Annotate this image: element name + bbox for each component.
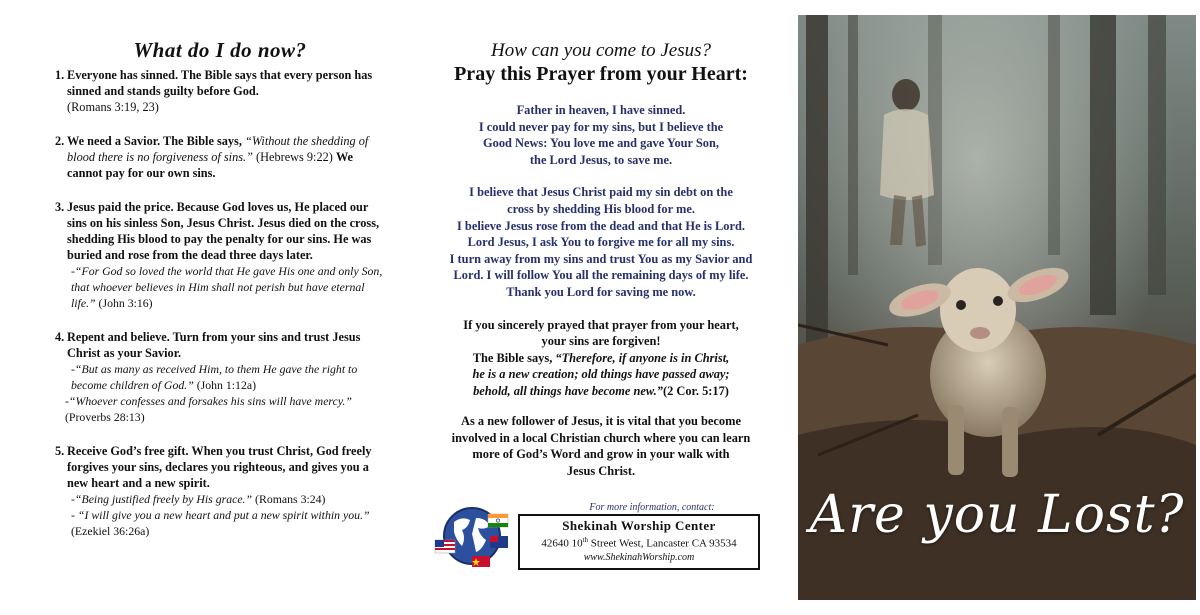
- church-website[interactable]: www.ShekinahWorship.com: [583, 551, 695, 563]
- prayer-column: [425, 40, 777, 493]
- church-address: 42640 10th Street West, Lancaster CA 93534: [541, 536, 737, 550]
- list-item: 1. Everyone has sinned. The Bible says that every person has sinned and stands guilty before God. (Romans 3:19, 23): [55, 68, 373, 114]
- contact-label: For more information, contact:: [589, 502, 715, 513]
- church-name: Shekinah Worship Center: [562, 518, 716, 533]
- church-text: As a new follower of Jesus, it is vital that you become involved in a local Christian church where you can learn more of God’s Word and grow in your walk with Jesus Christ.: [451, 414, 751, 478]
- column-title: What do I do now?: [133, 38, 307, 62]
- list-item: 3. Jesus paid the price. Because God loves us, He placed our sins on his sinless Son, Jesus Christ. Jesus died on the cross, shedding His blood to pay the penalty for our sins. He was buried and rose from the dead three days later. -“For God so loved the world that He gave His one and only Son, that whoever believes in Him shall not perish but have eternal life.” (John 3:16): [55, 200, 383, 310]
- contact-block: [432, 498, 772, 574]
- list-item: 2. We need a Savior. The Bible says, “Without the shedding of blood there is no forgiveness of sins.” (Hebrews 9:22) We cannot pay for our own sins.: [55, 134, 369, 180]
- list-item: 5. Receive God’s free gift. When you trust Christ, God freely forgives your sins, declares you righteous, and gives you a new heart and a new spirit. -“Being justified freely by His grace.” (Romans 3:24) - “I will give you a new heart and put a new spirit within you.” (Ezekiel 36:26a): [55, 444, 372, 538]
- contact-box: [518, 514, 760, 570]
- globe-flags-logo: [432, 500, 512, 572]
- prayer-heading: Pray this Prayer from your Heart:: [454, 63, 748, 85]
- prayer-text: Father in heaven, I have sinned. I could never pay for my sins, but I believe the Good News: You love me and gave Your Son, the Lord Jesus, to save me. I believe that Jesus Christ paid my sin debt on the cross by shedding His blood for me. I believe Jesus rose from the dead and that He is Lord. Lord Jesus, I ask You to forgive me for all my sins. I turn away from my sins and trust You as my Savior and Lord. I will follow You all the remaining days of my life. Thank you Lord for saving me now.: [449, 103, 753, 299]
- forgiven-text: If you sincerely prayed that prayer from your heart, your sins are forgiven! The Bible says, “Therefore, if anyone is in Christ, he is a new creation; old things have passed away; behold, all things have become new.”(2 Cor. 5:17): [463, 317, 739, 398]
- question-heading: How can you come to Jesus?: [490, 40, 712, 61]
- what-do-i-do-column: [55, 38, 385, 552]
- lamb-photo: [798, 15, 1196, 600]
- list-item: 4. Repent and believe. Turn from your sins and trust Jesus Christ as your Savior. -“But as many as received Him, to them He gave the right to become children of God.” (John 1:12a) -“Whoever confesses and forsakes his sins will have mercy.” (Proverbs 28:13): [55, 330, 361, 424]
- are-you-lost-title: Are you Lost?: [809, 485, 1185, 545]
